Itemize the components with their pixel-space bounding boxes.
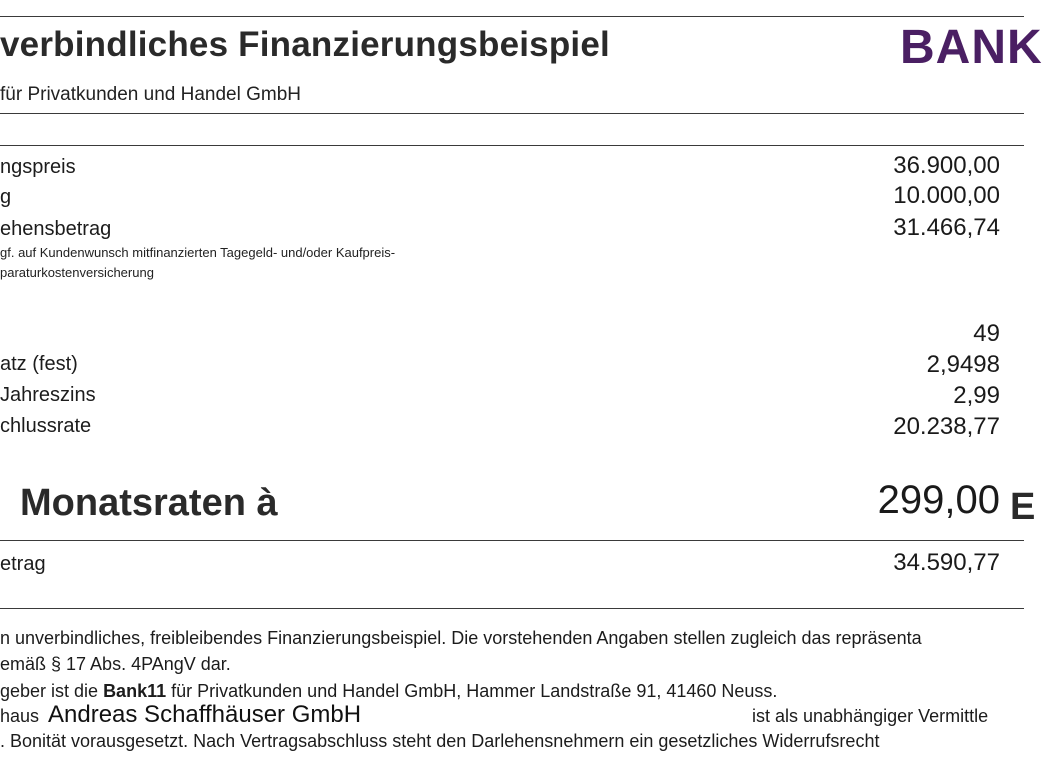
total-amount-label: etrag [0,553,46,575]
row-value-schlussrate: 20.238,77 [893,413,1000,440]
row-label-schlussrate: chlussrate [0,415,92,437]
dealer-suffix: ist als unabhängiger Vermittle [752,706,989,726]
page-subtitle: für Privatkunden und Handel GmbH [0,84,301,105]
row-label-kaufpreis: ngspreis [0,156,76,178]
row-label-darlehensbetrag: ehensbetrag [0,218,112,240]
row-label-effektiver-jahreszins: Jahreszins [0,384,96,406]
row-value-anzahlung: 10.000,00 [893,182,1000,209]
monthly-rate-currency: E [1010,486,1036,528]
lender-address: für Privatkunden und Handel GmbH, Hammer Landstraße 91, 41460 Neuss. [166,681,778,701]
row-value-darlehensbetrag: 31.466,74 [893,214,1000,241]
row-value-laufzeit: 49 [973,320,1000,347]
divider-table-top [0,145,1024,146]
row-label-anzahlung: g [0,186,12,208]
divider-top [0,16,1024,17]
monthly-rate-label: Monatsraten à [20,482,278,524]
page-title: verbindliches Finanzierungsbeispiel [0,25,610,64]
row-value-kaufpreis: 36.900,00 [893,152,1000,179]
lender-name: Bank11 [103,681,167,701]
divider-header [0,113,1024,114]
total-amount-value: 34.590,77 [893,549,1000,576]
legal-text-line2: emäß § 17 Abs. 4PAngV dar. [0,654,231,674]
legal-text-line5: . Bonität vorausgesetzt. Nach Vertragsabschluss steht den Darlehensnehmern ein gesetzliches Widerrufsrecht [0,731,880,751]
monthly-rate-value: 299,00 [877,478,1000,522]
row-value-effektiver-jahreszins: 2,99 [953,382,1000,409]
legal-text-line3 [0,681,777,702]
insurance-note-line2: paraturkostenversicherung [0,265,154,280]
insurance-note-line1: gf. auf Kundenwunsch mitfinanzierten Tagegeld- und/oder Kaufpreis- [0,245,396,260]
row-value-sollzinssatz: 2,9498 [926,351,1000,378]
legal-text-line1: n unverbindliches, freibleibendes Finanzierungsbeispiel. Die vorstehenden Angaben stellen zugleich das repräsenta [0,628,922,648]
dealer-prefix: haus [0,706,40,726]
row-label-sollzinssatz: atz (fest) [0,353,78,375]
bank-logo: BANK [900,21,1043,74]
dealer-name: Andreas Schaffhäuser GmbH [48,701,362,728]
divider-footer [0,608,1024,609]
lender-prefix: geber ist die [0,681,104,701]
divider-total-top [0,540,1024,541]
